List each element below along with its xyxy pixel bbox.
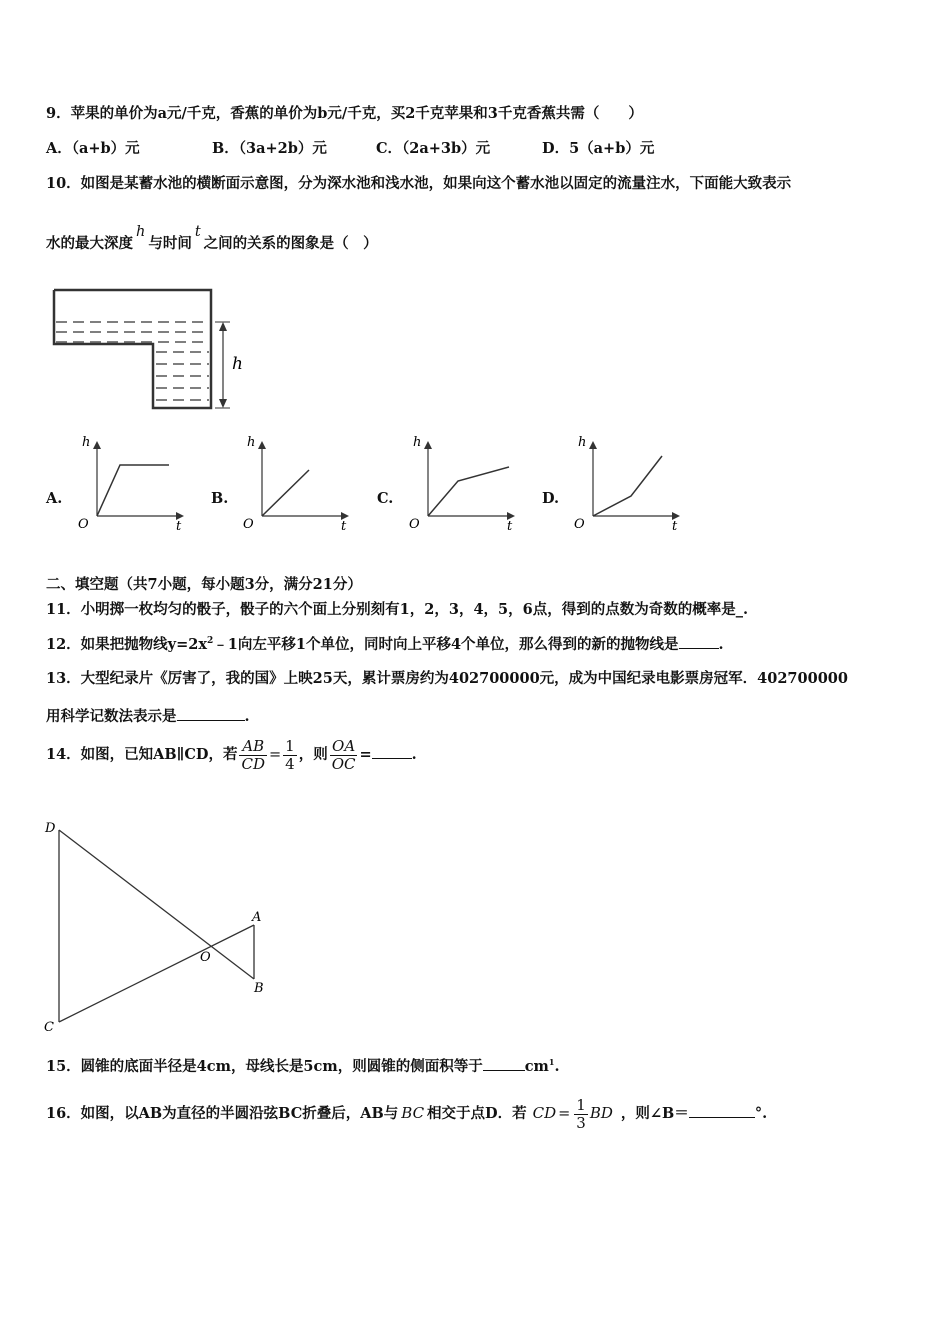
q9-stem: 9．苹果的单价为a元/千克，香蕉的单价为b元/千克，买2千克苹果和3千克香蕉共需（ ） [46,105,643,122]
graph-a-axis-t: t [176,519,182,534]
q14-label-b: B [254,981,264,996]
q15-text [46,1055,560,1076]
q15-sup: 1 [548,1057,555,1068]
q16-arc-cd: CD [532,1104,557,1122]
q10-option-c: C. [377,490,394,507]
q16-arc-bc: BC [401,1104,425,1122]
q14-eq: = [269,747,282,763]
q10-stem-part1: 水的最大深度 [46,235,133,252]
graph-c [403,432,518,532]
q14-frac1-den: CD [241,754,265,773]
q12-text-b: ﹣1向左平移1个单位，同时向上平移4个单位，那么得到的新的抛物线是 [213,636,679,653]
q11-text: 11．小明掷一枚均匀的骰子，骰子的六个面上分别刻有1，2，3，4，5，6点，得到的点数为奇数的概率是_. [46,601,749,618]
graph-d-origin: O [574,517,585,532]
q13-line2-text: 用科学记数法表示是 [46,708,177,725]
q12-text [46,633,724,654]
graph-a [72,432,187,532]
graph-a-origin: O [78,517,89,532]
q12-text-a: 12．如果把抛物线y=2x [46,636,207,653]
graph-d [568,432,683,532]
q10-var-h: h [136,224,146,240]
q10-option-b: B. [211,490,229,507]
q16-text-a: 16．如图，以AB为直径的半圆沿弦BC折叠后，AB与 [46,1105,399,1122]
q15-text-a: 15．圆锥的底面半径是4cm，母线长是5cm，则圆锥的侧面积等于 [46,1058,483,1075]
q15-end: . [554,1058,560,1075]
q14-frac2-den: 4 [285,754,295,773]
q14-frac2-num: 1 [285,737,295,755]
q15-blank[interactable] [483,1070,525,1071]
q14-text-a: 14．如图，已知AB∥CD，若 [46,746,238,763]
q13-line2 [46,705,250,726]
q13-line1: 13．大型纪录片《厉害了，我的国》上映25天，累计票房约为402700000元，成为中国纪录电影票房冠军．402700000 [46,670,848,687]
q9-option-b: B．（3a+2b）元 [212,140,327,157]
graph-d-axis-h: h [578,435,587,450]
q14-frac-ab-cd [239,738,267,772]
q14-frac3-den: OC [331,754,356,773]
q10-var-t: t [194,224,201,240]
q16-frac [574,1097,588,1131]
graph-b-axis-t: t [341,519,347,534]
q14-blank[interactable] [372,758,412,759]
q14-frac-oa-oc [330,738,358,772]
q9-option-a: A．（a+b）元 [46,140,140,157]
graph-b [237,432,352,532]
q14-frac1-num: AB [239,738,267,756]
q9-option-d: D．5（a+b）元 [542,140,655,157]
q16-frac-num: 1 [576,1096,586,1114]
q10-stem-part3: 之间的关系的图象是（ ） [203,235,378,252]
q14-label-d: D [45,821,56,836]
q14-text-b: ，则 [298,746,328,763]
q10-stem-line1: 10．如图是某蓄水池的横断面示意图，分为深水池和浅水池，如果向这个蓄水池以固定的流量注水，下面能大致表示 [46,175,792,192]
graph-b-axis-h: h [247,435,256,450]
q16-frac-den: 3 [576,1113,586,1132]
q16-end: °. [754,1105,768,1122]
q16-blank[interactable] [689,1117,755,1118]
q9-option-c: C．（2a+3b）元 [376,140,491,157]
q14-label-o: O [200,950,211,965]
q14-label-a: A [252,910,262,925]
q14-frac-1-4 [283,738,297,772]
q12-sup: 2 [207,636,214,647]
q14-frac3-num: OA [330,738,358,756]
q10-option-d: D. [542,490,560,507]
reservoir-figure [52,288,252,413]
q14-text [46,738,417,772]
q13-end: . [244,708,250,725]
q13-blank[interactable] [177,720,245,721]
graph-c-origin: O [409,517,420,532]
reservoir-label-h: h [232,354,243,374]
q10-stem-line2 [46,224,378,253]
q16-eq: = [558,1106,571,1122]
q16-text-c: ，则∠B＝ [620,1105,689,1122]
q16-arc-bd: BD [589,1104,613,1122]
graph-a-axis-h: h [82,435,91,450]
q14-end: . [411,746,417,763]
graph-d-axis-t: t [672,519,678,534]
q15-unit: cm [524,1058,549,1075]
graph-c-axis-h: h [413,435,422,450]
q10-stem-part2: 与时间 [148,235,192,252]
graph-c-axis-t: t [507,519,513,534]
q12-blank[interactable] [679,648,719,649]
q14-figure [40,818,280,1033]
q10-option-a: A. [46,490,63,507]
graph-b-origin: O [243,517,254,532]
q16-text [46,1097,767,1131]
q14-label-c: C [44,1020,54,1035]
q12-end: . [718,636,724,653]
q16-text-b: 相交于点D．若 [427,1105,527,1122]
q14-text-c: = [359,746,372,763]
section-heading: 二、填空题（共7小题，每小题3分，满分21分） [46,576,362,593]
